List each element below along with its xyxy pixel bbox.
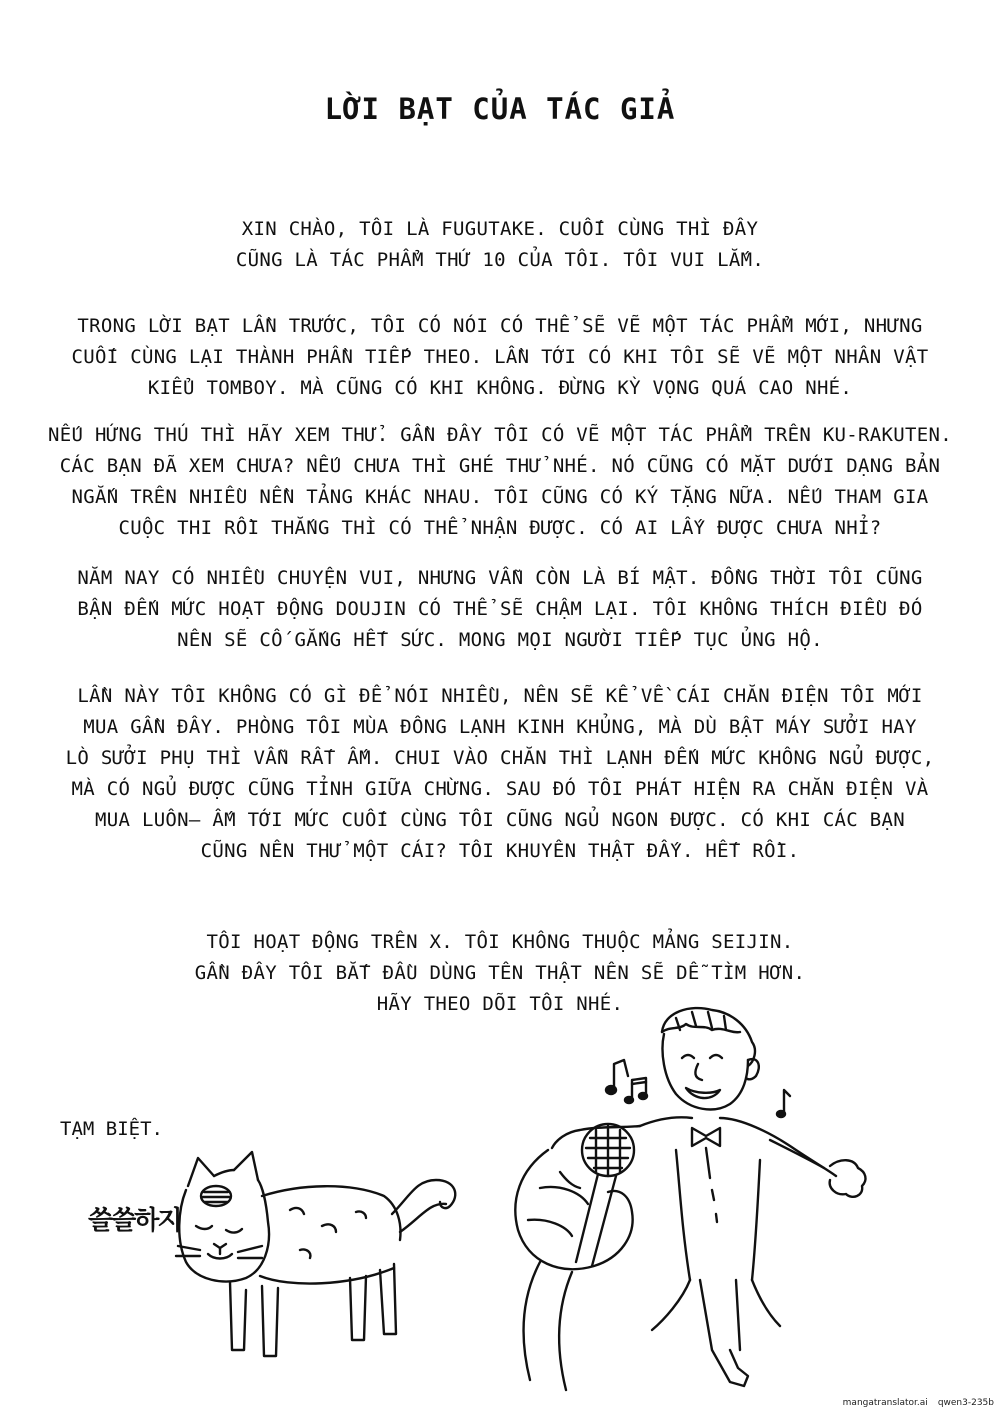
- text-line: XIN CHÀO, TÔI LÀ FUGUTAKE. CUỐI CÙNG THÌ ĐÂY: [241, 218, 759, 240]
- text-line: CUỘC THI RỒI THẮNG THÌ CÓ THỂ NHẬN ĐƯỢC. CÓ AI LẤY ĐƯỢC CHƯA NHỈ?: [118, 517, 882, 539]
- text-line: TRONG LỜI BẠT LẦN TRƯỚC, TÔI CÓ NÓI CÓ THỂ SẼ VẼ MỘT TÁC PHẨM MỚI, NHƯNG: [77, 315, 923, 337]
- text-line: CÁC BẠN ĐÃ XEM CHƯA? NẾU CHƯA THÌ GHÉ THỬ NHÉ. NÓ CŨNG CÓ MẶT DƯỚI DẠNG BẢN: [59, 455, 941, 477]
- cat-caption: 쓸쓸하지: [88, 1206, 181, 1236]
- farewell-text: TẠM BIỆT.: [60, 1118, 163, 1140]
- watermark: [843, 1398, 994, 1408]
- text-line: HÃY THEO DÕI TÔI NHÉ.: [376, 993, 624, 1015]
- watermark-model: qwen3-235b: [937, 1398, 994, 1408]
- singer-illustration: [515, 1008, 865, 1390]
- text-line: NẾU HỨNG THÚ THÌ HÃY XEM THỬ. GẦN ĐÂY TÔI CÓ VẼ MỘT TÁC PHẨM TRÊN KU-RAKUTEN.: [48, 424, 952, 446]
- text-line: TÔI HOẠT ĐỘNG TRÊN X. TÔI KHÔNG THUỘC MẢNG SEIJIN.: [206, 931, 794, 953]
- text-line: MUA LUÔN— ẤM TỚI MỨC CUỐI CÙNG TÔI CŨNG NGỦ NGON ĐƯỢC. CÓ KHI CÁC BẠN: [95, 809, 905, 831]
- text-line: LẦN NÀY TÔI KHÔNG CÓ GÌ ĐỂ NÓI NHIỀU, NÊN SẼ KỂ VỀ CÁI CHĂN ĐIỆN TÔI MỚI: [77, 685, 923, 707]
- text-line: CŨNG LÀ TÁC PHẨM THỨ 10 CỦA TÔI. TÔI VUI LẮM.: [235, 249, 765, 271]
- text-line: GẦN ĐÂY TÔI BẮT ĐẦU DÙNG TÊN THẬT NÊN SẼ DỄ TÌM HƠN.: [194, 962, 806, 984]
- text-line: NĂM NAY CÓ NHIỀU CHUYỆN VUI, NHƯNG VẪN CÒN LÀ BÍ MẬT. ĐỒNG THỜI TÔI CŨNG: [77, 567, 923, 589]
- text-line: BẬN ĐẾN MỨC HOẠT ĐỘNG DOUJIN CÓ THỂ SẼ CHẬM LẠI. TÔI KHÔNG THÍCH ĐIỀU ĐÓ: [77, 598, 923, 620]
- watermark-site: mangatranslator.ai: [842, 1398, 928, 1408]
- text-line: MÀ CÓ NGỦ ĐƯỢC CŨNG TỈNH GIỮA CHỪNG. SAU ĐÓ TÔI PHÁT HIỆN RA CHĂN ĐIỆN VÀ: [71, 778, 929, 800]
- cat-illustration: [176, 1152, 455, 1356]
- text-line: CŨNG NÊN THỬ MỘT CÁI? TÔI KHUYÊN THẬT ĐẤY. HẾT RỒI.: [200, 840, 800, 862]
- text-line: NGẮN TRÊN NHIỀU NỀN TẢNG KHÁC NHAU. TÔI CŨNG CÓ KÝ TẶNG NỮA. NẾU THAM GIA: [71, 486, 929, 508]
- text-line: KIỂU TOMBOY. MÀ CŨNG CÓ KHI KHÔNG. ĐỪNG KỲ VỌNG QUÁ CAO NHÉ.: [147, 377, 853, 399]
- text-line: LÒ SƯỞI PHỤ THÌ VẪN RẤT ẤM. CHUI VÀO CHĂN THÌ LẠNH ĐẾN MỨC KHÔNG NGỦ ĐƯỢC,: [65, 747, 935, 769]
- page-title: LỜI BẠT CỦA TÁC GIẢ: [324, 92, 676, 126]
- text-line: CUỐI CÙNG LẠI THÀNH PHẦN TIẾP THEO. LẦN TỚI CÓ KHI TÔI SẼ VẼ MỘT NHÂN VẬT: [71, 346, 929, 368]
- text-line: MUA GẦN ĐÂY. PHÒNG TÔI MÙA ĐÔNG LẠNH KINH KHỦNG, MÀ DÙ BẬT MÁY SƯỞI HAY: [83, 716, 917, 738]
- text-line: NÊN SẼ CỐ GẮNG HẾT SỨC. MONG MỌI NGƯỜI TIẾP TỤC ỦNG HỘ.: [177, 629, 823, 651]
